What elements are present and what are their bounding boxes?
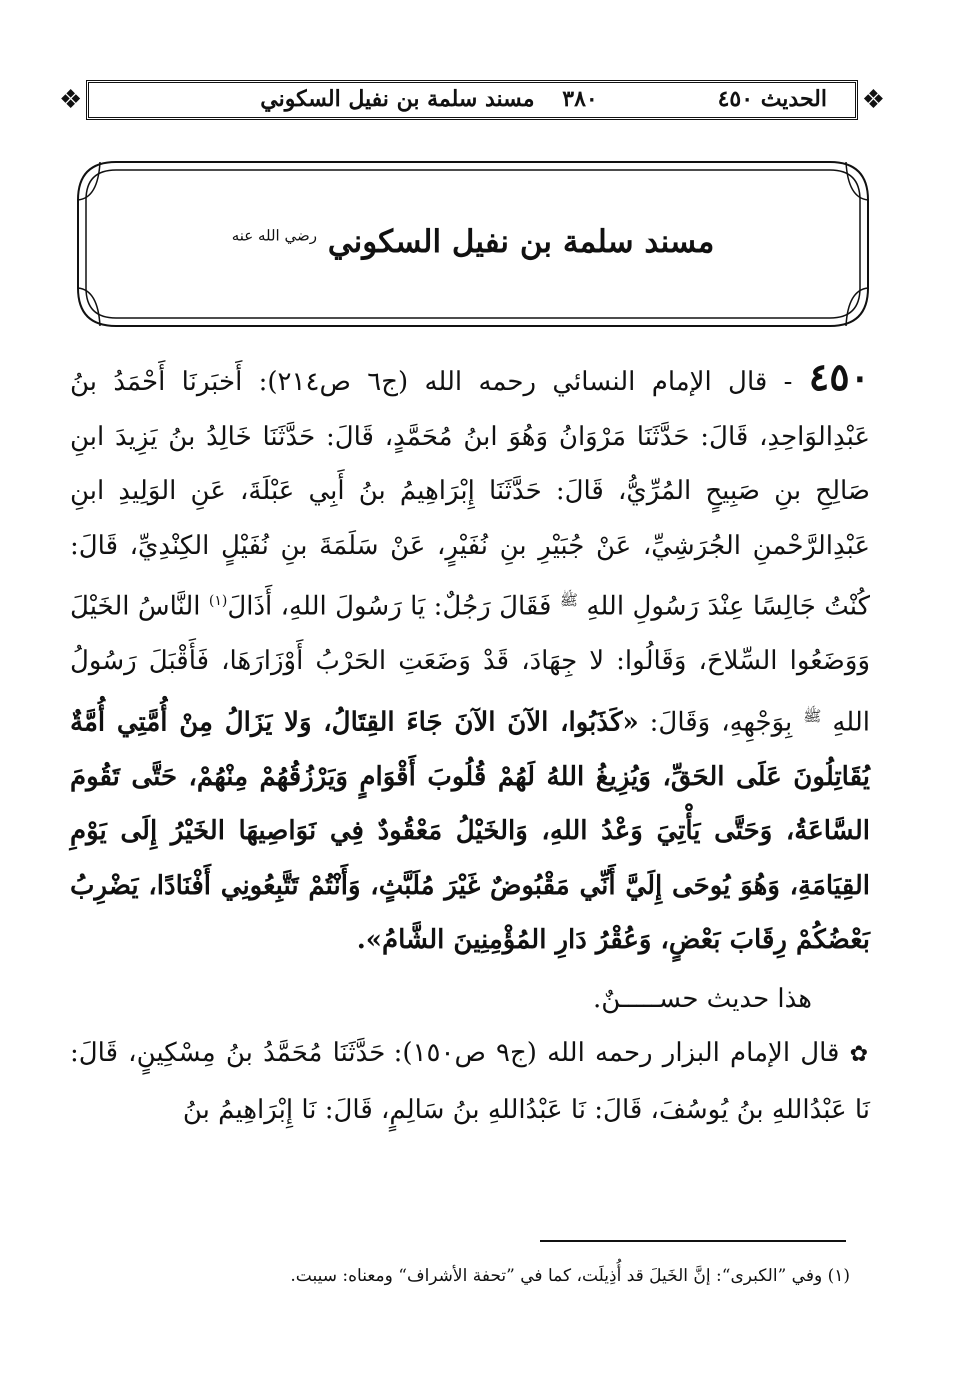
matn-text: النَّاسُ الخَيْلَ وَوَضَعُوا السِّلاحَ، وَقَالُوا: لا جِهَادَ، قَدْ وَضَعَتِ الحَرْبُ أَوْزَارَهَا، فَأَقْبَلَ رَسُولُ اللهِ: [70, 591, 871, 738]
salutation-glyph: ﷺ: [803, 706, 822, 725]
hadith-paragraph: [70, 350, 870, 968]
prophetic-quote: «كَذَبُوا، الآنَ الآنَ جَاءَ القِتَالُ، وَلا يَزَالُ مِنْ أُمَّتِي أُمَّةٌ يُقَاتِلُونَ عَلَى الحَقِّ، وَيُزِيغُ اللهُ لَهُمْ قُلُوبَ أَقْوَامٍ وَيَرْزُقُهُمْ مِنْهُمْ، حَتَّى تَقُومَ السَّاعَةُ، وَحَتَّى يَأْتِيَ وَعْدُ اللهِ، وَالخَيْلُ مَعْقُودٌ فِي نَوَاصِيهَا الخَيْرُ إِلَى يَوْمِ القِيَامَةِ، وَهُوَ يُوحَى إِلَيَّ أَنِّي مَقْبُوضٌ غَيْرَ مُلَبَّثٍ، وَأَنْتُمْ تَتَّبِعُونِي أَفْنَادًا، يَضْرِبُ بَعْضُكُمْ رِقَابَ بَعْضٍ، وَعُقْرُ دَارِ المُؤْمِنِينَ الشَّامُ».: [70, 707, 870, 956]
honorific-text: رضي الله عنه: [231, 226, 317, 245]
ornament-icon: ❖: [861, 85, 885, 115]
section-title-text: مسند سلمة بن نفيل السكوني: [327, 224, 715, 260]
salutation-glyph: ﷺ: [559, 591, 578, 609]
footnote-divider: [540, 1240, 846, 1242]
hadith-label: الحديث ٤٥٠: [717, 86, 827, 112]
hadith-number: ٤٥٠: [808, 354, 871, 399]
footnote-ref: (١): [208, 593, 228, 609]
chapter-title: مسند سلمة بن نفيل السكوني: [260, 86, 535, 112]
flower-icon: ✿: [849, 1042, 870, 1068]
header-center: [209, 86, 649, 112]
running-header: [59, 80, 885, 120]
footnote: (١) وفي ”الكبرى“: إنَّ الخَيلَ قد أُذِيلَت، كما في ”تحفة الأشراف“ ومعناه: سيبت.: [290, 1266, 850, 1286]
matn-text: فَقَالَ رَجُلٌ: يَا رَسُولَ اللهِ، أَذَالَ: [227, 591, 552, 622]
page-number: ٣٨٠: [562, 86, 598, 112]
hadith-separator: -: [783, 367, 793, 397]
section-title-frame: [76, 160, 870, 328]
second-isnad-paragraph: [70, 1026, 870, 1137]
isnad-text: قال الإمام البزار رحمه الله (ج٩ ص١٥٠): حَدَّثَنَا مُحَمَّدُ بنُ مِسْكِينٍ، قَالَ: نَا عَبْدُاللهِ بنُ يُوسُفَ، قَالَ: نَا عَبْدُاللهِ بنُ سَالِمٍ، قَالَ: نَا إِبْرَاهِيمُ بنُ: [70, 1038, 870, 1125]
hadith-body: [70, 350, 870, 1137]
matn-text: بِوَجْهِهِ، وَقَالَ:: [649, 707, 793, 738]
isnad-text: قال الإمام النسائي رحمه الله (ج٦ ص٢١٤): أَخبَرنَا أَحْمَدُ بنُ عَبْدِالوَاحِدِ، قَالَ: حَدَّثَنَا مَرْوَانُ وَهُوَ ابنُ مُحَمَّدٍ، قَالَ: حَدَّثَنَا خَالِدُ بنُ يَزِيدَ ابنِ صَالِحِ بنِ صَبِيحٍ المُرِّيُّ، قَالَ: حَدَّثَنَا إِبْرَاهِيمُ بنُ أَبِي عَبْلَةَ، عَنِ الوَلِيدِ ابنِ عَبْدِالرَّحْمنِ الجُرَشِيِّ، عَنْ جُبَيْرِ بنِ نُفَيْرٍ، عَنْ سَلَمَةَ بنِ نُفَيْلٍ الكِنْدِيِّ، قَالَ: كُنْتُ جَالِسًا عِنْدَ رَسُولِ اللهِ: [70, 367, 871, 622]
hadith-grade: هذا حديث حســـــنٌ.: [592, 983, 812, 1014]
section-title: [76, 224, 870, 260]
ornament-icon: ❖: [59, 85, 83, 115]
